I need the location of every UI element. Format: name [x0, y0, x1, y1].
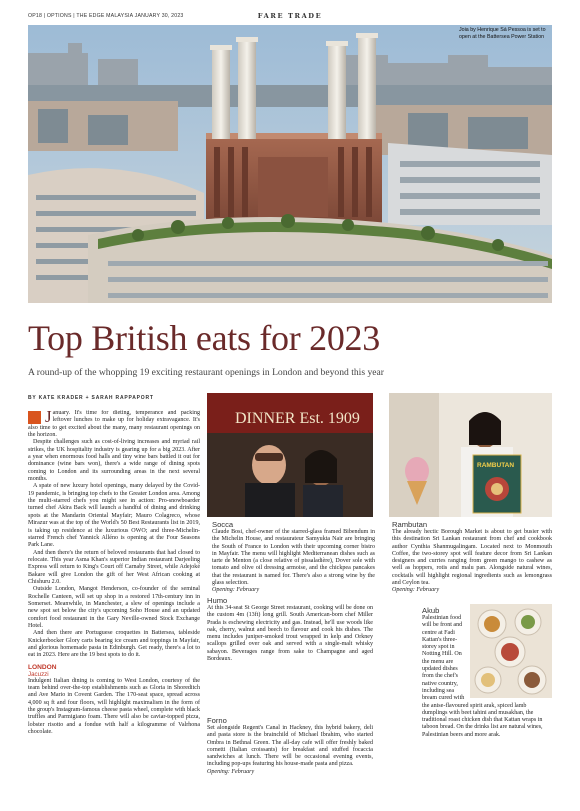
akub-heading: Akub [422, 606, 440, 615]
rambutan-heading: Rambutan [392, 520, 428, 529]
paragraph-1 [28, 410, 200, 439]
main-column [28, 410, 200, 802]
forno-box [207, 716, 373, 776]
london-label: LONDON [28, 663, 57, 671]
humo-text: At this 34-seat St George Street restaurant, cooking will be done on the custom 4m (13ft) long grill. South American-born chef Miller Prada is eschewing electricity and gas. Instead, he'll use woods like oak, cherry, walnut and beech to flavour and cook his dishes. The menu includes juniper-smoked trout wrapped in kelp and Orkney scallops grilled over oak and served with a single-malt whisky sabayon. Beverages range from sake to Champagne and aged Bordeaux. [207, 605, 373, 663]
rambutan-photo [389, 393, 552, 517]
humo-box [207, 596, 373, 663]
byline: BY KATE KRADER + SARAH RAPPAPORT [28, 395, 154, 401]
cookbook-title: RAMBUTAN [477, 462, 515, 469]
paragraph-6: And then there are Portuguese croquettes in Battersea, tableside Knickerbocker Glory carts bearing ice cream and toppings in Mayfair, and glorious homemade pasta in Edinburgh. Get ready, there's a lot to eat in 2023. Here are the 19 best spots to do it. [28, 630, 200, 659]
rambutan-box [392, 520, 552, 595]
hero-photo [28, 25, 552, 303]
forno-opening: Opening: February [207, 768, 255, 775]
socca-heading: Socca [212, 520, 234, 529]
rambutan-opening: Opening: February [392, 587, 440, 594]
paragraph-4: And then there's the return of beloved restaurants that had closed to relocate. This year Asma Khan's superior Indian restaurant Darjeeling Express will return to King's Court off Carnaby Street, while Adejoké Bakare will give London the gift of her West African cooking at Chishuru 2.0. [28, 549, 200, 585]
forno-heading: Forno [207, 716, 227, 725]
page-info: OP18 | OPTIONS | THE EDGE MALAYSIA JANUARY 30, 2023 [28, 13, 184, 19]
hero-caption: Joia by Henrique Sá Pessoa is set to open at the Battersea Power Station [459, 27, 546, 40]
drop-cap: J [45, 410, 52, 426]
socca-photo [207, 393, 373, 517]
forno-text: Set alongside Regent's Canal in Hackney, this hybrid bakery, deli and pasta store is the brainchild of Michael Ibrahim, who started Ombra in Bethnal Green. The all-day cafe will offer freshly baked cornetti (Italian croissants) for breakfast and stuffed focaccia sandwiches at lunch. There will be occasional evening events, including pop-ups featuring his house-made pasta and pizza. [207, 725, 373, 768]
jacuzzi-label: Jacuzzi [28, 670, 49, 678]
humo-heading: Humo [207, 596, 228, 605]
article-deck: A round-up of the whopping 19 exciting restaurant openings in London and beyond this year [28, 367, 384, 378]
page-header [28, 10, 552, 22]
socca-box [212, 520, 375, 595]
socca-text: Claude Bosi, chef-owner of the starred-glass framed Bibendum in the Michelin House, and restaurateur Samyukta Nair are bringing the South of France to London with their upcoming corner bistro in Mayfair. The menu will highlight Mediterranean dishes such as tarte de Menton (a close relative of pissaladière), Dover sole with tomato and olive oil dressing armoise, and the chickpea pancakes that the restaurant is named for. There's also a strong wine by the glass selection. [212, 529, 375, 587]
akub-box [422, 606, 552, 739]
section-label: FARE TRADE [257, 12, 323, 20]
paragraph-5: Outside London, Mangot Henderson, co-founder of the seminal Rochelle Canteen, will set up shop in a restored 17th-century inn in Somerset. Meanwhile, in Manchester, a slew of openings include a new spot set below the city's upcoming Soho House and an updated comfort food restaurant in the Gary Neville-owned Stock Exchange Hotel. [28, 586, 200, 629]
rambutan-text: The already hectic Borough Market is about to get busier with this destination Sri Lankan restaurant from chef and cookbook author Cynthia Shanmugalingam. Located next to Monmouth Coffee, the two-storey spot will feature decor from Sri Lankan designers and curries ranging from green mango to cashew as well as hoppers, rotis and malu pan. Alongside natural wines, cocktails will highlight regional ingredients such as lemongrass and Ceylon tea. [392, 529, 552, 587]
akub-text: Palestinian food will be front and centre at Fadi Kattan's three-storey spot in Notting Hill. On the menu are updated dishes from the chef's native country, including sea bream cured with the anise-flavoured spirit arak, spiced lamb dumplings with beet tahini and musakhan, the traditional roast chicken dish that Kattan wraps in taboon bread. On the drinks list are natural wines, Palestinian beers and more arak. [422, 615, 543, 738]
jacuzzi-text: Indulgent Italian dining is coming to West London, courtesy of the team behind over-the-top establishments such as Gloria in Shoreditch and Ave Mario in Covent Garden. The 170-seat space, spread across 4,000 sq ft and four floors, will highlight maximalism in the form of the group's Instagram-famous cheese pasta wheel, complete with black truffles and Parmigiano foam. There will also be caviar-topped pizza, lobster risotto and a fondue with half a kilogramme of Valrhona chocolate. [28, 677, 200, 736]
paragraph-2: Despite challenges such as cost-of-living increases and myriad rail strikes, the UK hospitality industry is gearing up for a big 2023. After a year when enormous food halls and tiny wine bars battled it out for dominance (wine bars won), there's a wide range of dining spots coming to London and its surrounding areas in the next several months. [28, 439, 200, 483]
socca-opening: Opening: February [212, 587, 260, 594]
socca-sign: DINNER Est. 1909 [235, 410, 360, 427]
paragraph-1-text: anuary. It's time for dieting, temperance and packing leftover lunches to make up for holiday extravagance. It's also time to get excited about the many, many restaurant openings on the horizon. [28, 410, 200, 439]
battersea-illustration [28, 25, 552, 303]
article-title: Top British eats for 2023 [28, 318, 380, 358]
drop-square [28, 411, 41, 424]
paragraph-3: A spate of new luxury hotel openings, many delayed by the Covid-19 pandemic, is bringing top chefs to the Greater London area. Among the multi-starred chefs you might see in action: Pro-snowboarder turned chef Akira Back will launch a handful of dining and drinking spots at the Mandarin Oriental Mayfair; Mauro Colagreco, whose Mirazur was at the top of the World's 50 Best Restaurants list in 2019, is taking up residence at the luxurious OWO; and three-Michelin-starred French chef Yannick Alléno is opening at the Four Seasons Park Lane. [28, 483, 200, 549]
